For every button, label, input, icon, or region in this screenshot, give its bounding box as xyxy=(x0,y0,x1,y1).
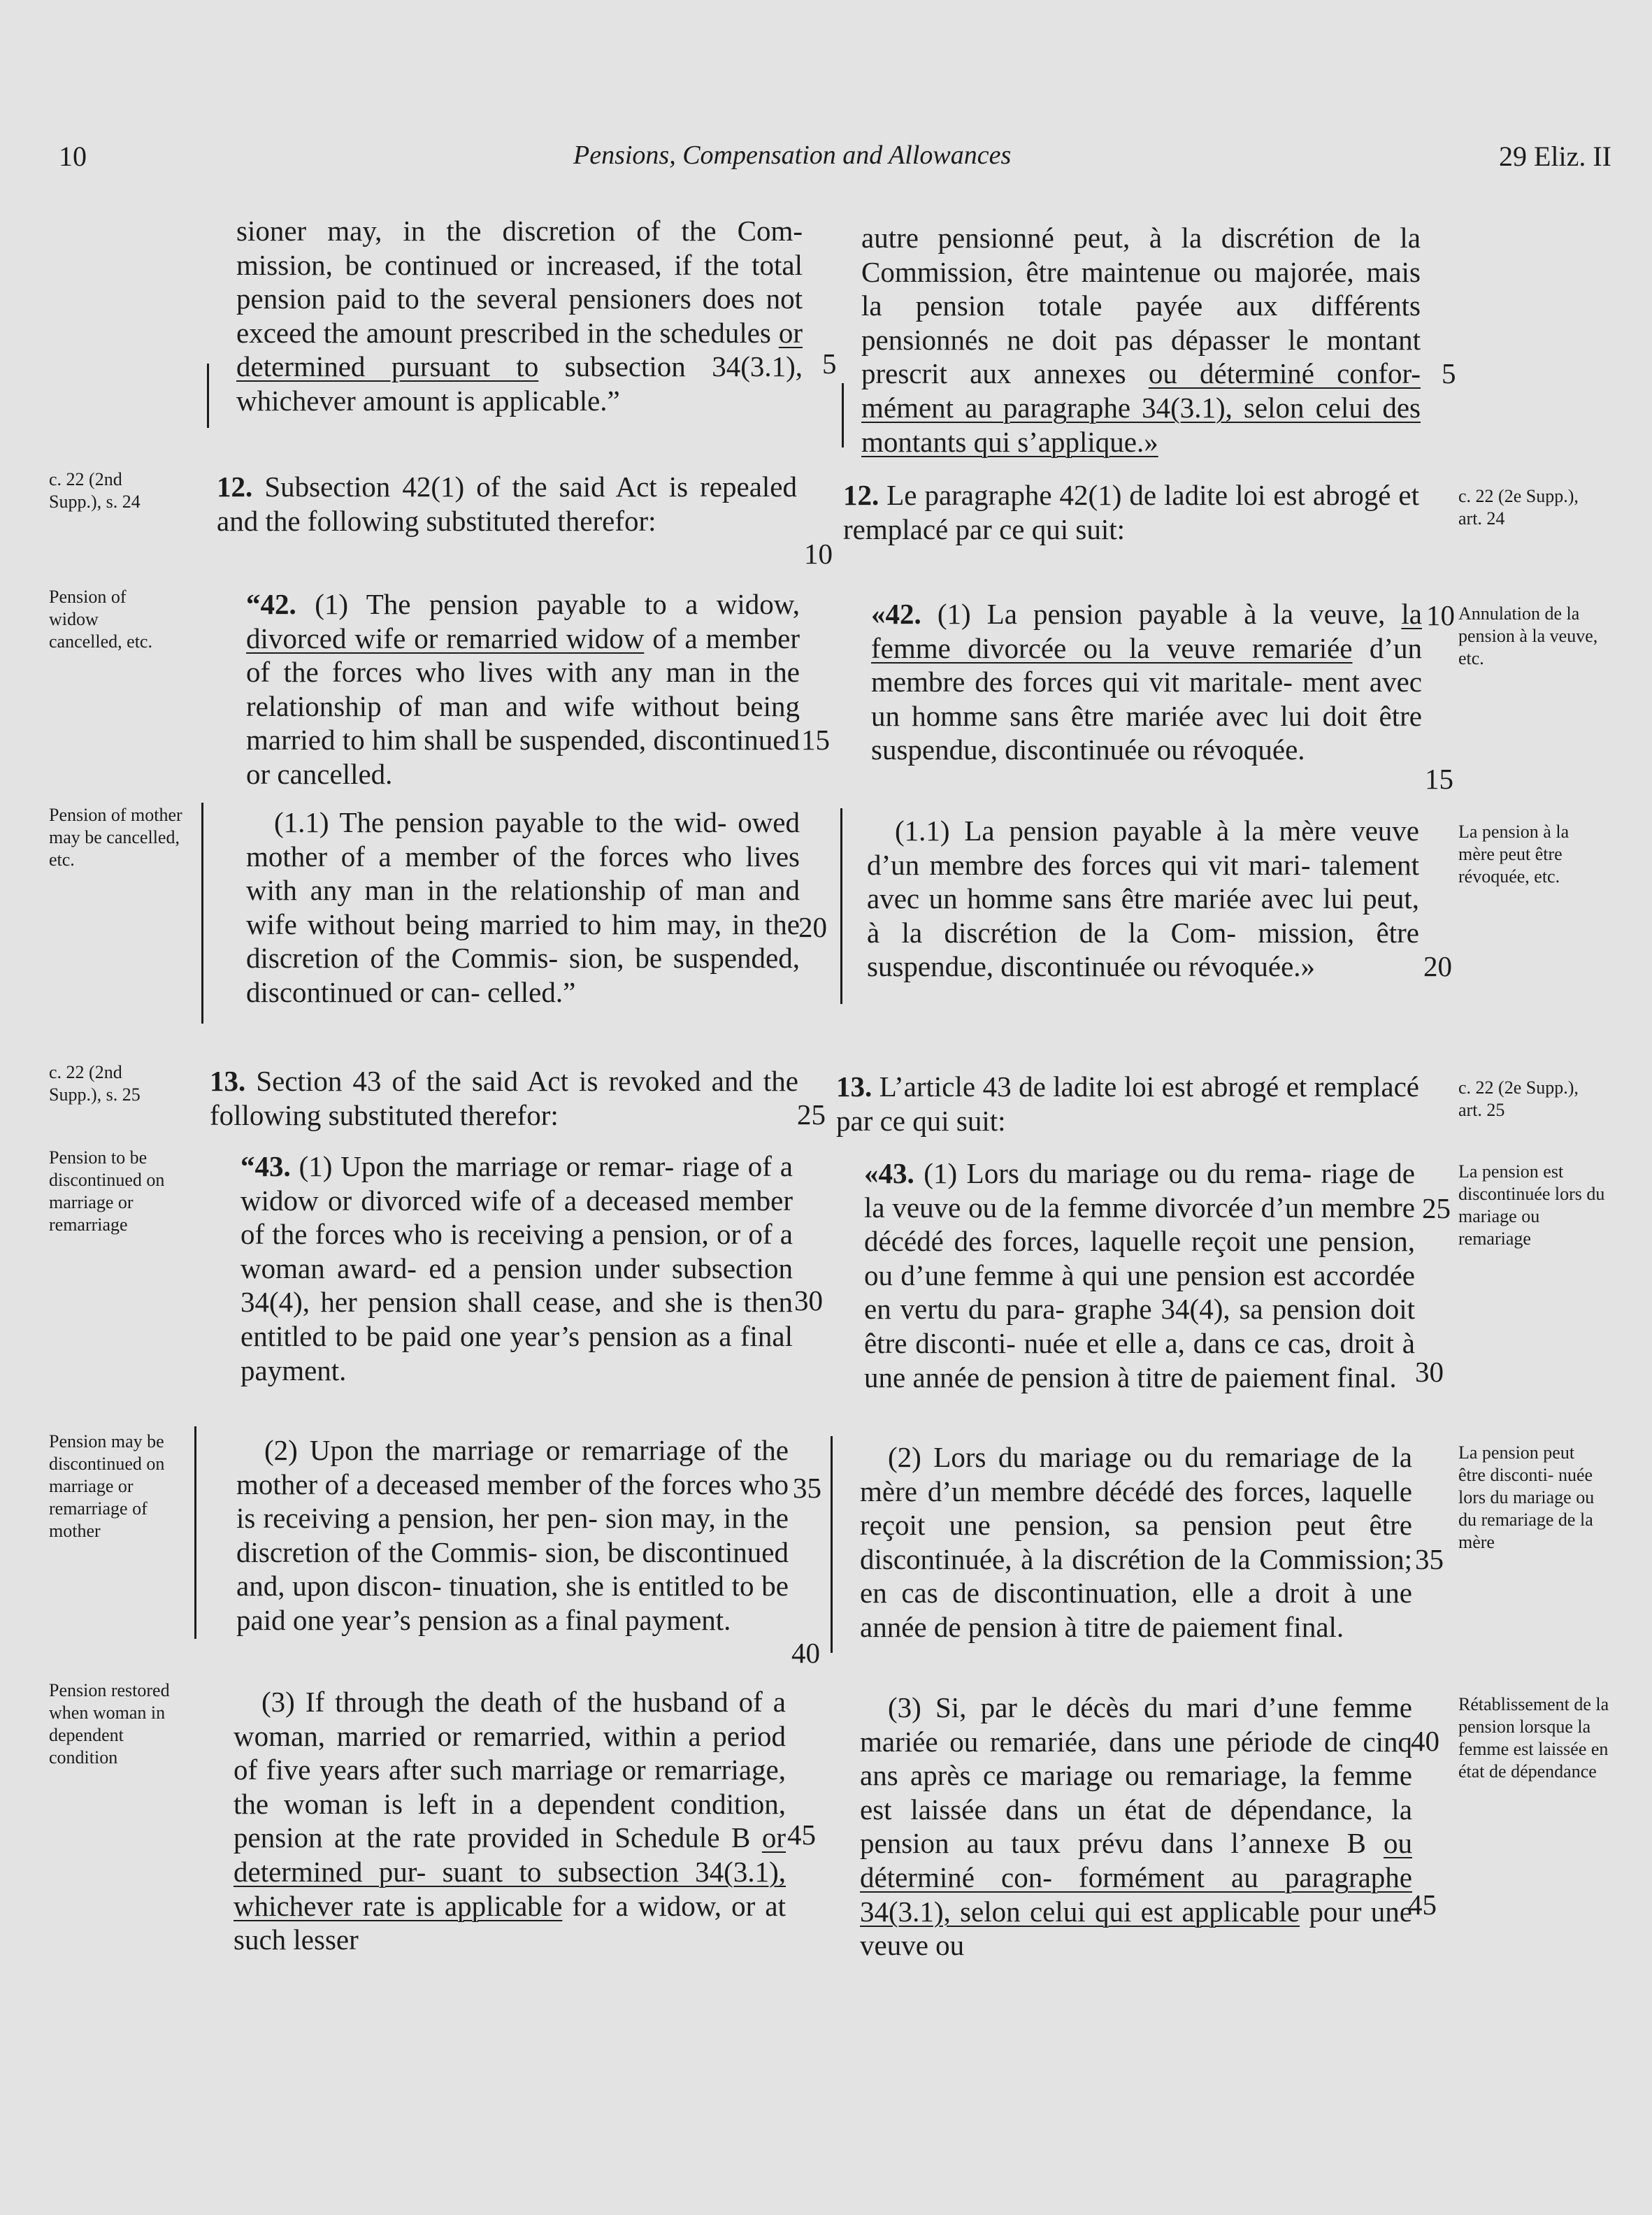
margin-note-fr: La pension à la mère peut être révoquée, etc. xyxy=(1458,822,1570,887)
fr-line-number: 5 xyxy=(1442,357,1456,389)
en-line-number: 35 xyxy=(793,1472,821,1504)
margin-note-en: Pension may be discontinued on marriage or remarriage of mother xyxy=(49,1431,165,1541)
revision-bar xyxy=(840,808,842,1004)
fr-line-number: 45 xyxy=(1408,1888,1437,1921)
en-subsection-42-1-1: (1.1) The pension payable to the wid- owed mother of a member of the forces who lives with any man in the relationship of man and wife without being married to him may, in the discretion of the Commis- sion, be suspended, discontinued or can- celled.” xyxy=(246,806,800,1008)
fr-subsection-42-1: «42. (1) La pension payable à la veuve, la femme divorcée ou la veuve remariée d’un membre des forces qui vit maritale- ment avec un homme sans être mariée avec lui doit être suspendue, discontinuée ou révoquée. xyxy=(871,598,1422,766)
revision-bar xyxy=(831,1436,833,1653)
en-amendment-underline: divorced wife or remarried widow xyxy=(246,622,645,654)
fr-subsection-43-1: «43. (1) Lors du mariage ou du rema- riage de la veuve ou de la femme divorcée d’un membre décédé des forces, laquelle reçoit une pension, ou d’une femme à qui une pension est accordée en vertu du para- graphe 34(4), sa pension doit être disconti- nuée et elle a, dans ce cas, droit à une année de pension à titre de paiement final. xyxy=(864,1157,1415,1393)
fr-line-number: 15 xyxy=(1425,763,1453,795)
section-number: 12. xyxy=(217,471,253,503)
margin-note-en: c. 22 (2nd Supp.), s. 25 xyxy=(49,1062,141,1105)
fr-line-number: 20 xyxy=(1423,950,1452,982)
en-line-number: 15 xyxy=(801,724,830,756)
margin-note-fr: c. 22 (2e Supp.), art. 25 xyxy=(1458,1077,1579,1120)
margin-note-en: Pension to be discontinued on marriage or remarriage xyxy=(49,1147,165,1235)
en-subsection-43-3: (3) If through the death of the husband of a woman, married or remarried, within a period of five years after such marriage or remarriage, the woman is left in a dependent condition, pension at the rate provided in Schedule B or determined pur- suant to subsection 34(3.1), whichever rate is applicable for a widow, or at such lesser xyxy=(234,1686,786,1956)
margin-note-en: Pension restored when woman in dependent condition xyxy=(49,1680,170,1768)
margin-note-en: Pension of mother may be cancelled, etc. xyxy=(49,805,182,870)
en-subsection-42-1: “42. (1) The pension payable to a widow, divorced wife or remarried widow of a member of the forces who lives with any man in the relationship of man and wife without being married to him shall be suspended, discontinued or cancelled. xyxy=(246,588,800,790)
en-line-number: 45 xyxy=(787,1819,816,1851)
en-subsection-43-1: “43. (1) Upon the marriage or remar- riage of a widow or divorced wife of a deceased member of the forces who is receiving a pension, or of a woman award- ed a pension under subsection 34(4), her pension shall cease, and she is then entitled to be paid one year’s pension as a final payment. xyxy=(240,1150,793,1386)
fr-section-12: 12. Le paragraphe 42(1) de ladite loi est abrogé et remplacé par ce qui suit: xyxy=(843,479,1419,545)
fr-subsection-42-1-1: (1.1) La pension payable à la mère veuve d’un membre des forces qui vit mari- talement avec un homme sans être mariée avec lui peut, à la discrétion de la Com- mission, être suspendue, discontinuée ou révoquée.» xyxy=(867,815,1419,983)
en-amendment-underline: or determined pur- suant to subsection 34(3.1), whichever rate is applicable xyxy=(234,1821,786,1922)
en-line-number: 10 xyxy=(804,538,833,570)
section-number: 13. xyxy=(836,1070,872,1103)
fr-subsection-43-2: (2) Lors du mariage ou du remariage de la mère d’un membre décédé des forces, laquelle reçoit une pension, sa pension peut être discontinuée, à la discrétion de la Commission; en cas de discontinuation, elle a droit à une année de pension à titre de paiement final. xyxy=(860,1441,1412,1643)
en-amendment-underline: or determined pursuant to xyxy=(236,316,803,383)
fr-section-13: 13. L’article 43 de ladite loi est abrogé et remplacé par ce qui suit: xyxy=(836,1070,1419,1137)
en-line-number: 25 xyxy=(797,1098,826,1131)
fr-line-number: 30 xyxy=(1415,1356,1444,1388)
fr-subsection-43-3: (3) Si, par le décès du mari d’une femme mariée ou remariée, dans une période de cinq ans après ce mariage ou remariage, la femme est laissée dans un état de dépendance, la pension au taux prévu dans l’annexe B ou déterminé con- formément au paragraphe 34(3.1), selon celui qui est applicable pour une veuve ou xyxy=(860,1691,1412,1962)
revision-bar xyxy=(207,364,209,428)
section-number: “43. xyxy=(240,1150,291,1182)
en-line-number: 5 xyxy=(822,347,837,380)
fr-amendment-underline: ou déterminé confor- mément au paragraphe 34(3.1), selon celui des montants qui s’applique.» xyxy=(861,357,1421,458)
fr-line-number: 10 xyxy=(1426,599,1455,631)
section-number: “42. xyxy=(246,588,296,620)
margin-note-en: c. 22 (2nd Supp.), s. 24 xyxy=(49,469,141,512)
en-subsection-43-2: (2) Upon the marriage or remarriage of the mother of a deceased member of the forces who is receiving a pension, her pen- sion may, in the discretion of the Commis- sion, be discontinued and, upon discon- tinuation, she is entitled to be paid one year’s pension as a final payment. xyxy=(236,1434,789,1636)
margin-note-fr: La pension peut être disconti- nuée lors du mariage ou du remariage de la mère xyxy=(1458,1442,1595,1552)
section-number: 13. xyxy=(210,1065,246,1097)
fr-paragraph-continued: autre pensionné peut, à la discrétion de la Commission, être maintenue ou majorée, mais la pension totale payée aux différents pensionnés ne doit pas dépasser le montant prescrit aux annexes ou déterminé confor- mément au paragraphe 34(3.1), selon celui des montants qui s’applique.» xyxy=(861,222,1421,458)
section-number: «43. xyxy=(864,1157,914,1189)
en-section-13: 13. Section 43 of the said Act is revoked and the following substituted therefor: xyxy=(210,1065,798,1131)
en-line-number: 30 xyxy=(794,1284,823,1317)
fr-amendment-underline: la femme divorcée ou la veuve remariée xyxy=(871,598,1422,664)
running-title: Pensions, Compensation and Allowances xyxy=(573,141,1012,170)
fr-line-number: 25 xyxy=(1422,1192,1451,1224)
margin-note-fr: Annulation de la pension à la veuve, etc. xyxy=(1458,603,1598,668)
en-section-12: 12. Subsection 42(1) of the said Act is repealed and the following substituted therefor: xyxy=(217,471,797,537)
fr-amendment-underline: ou déterminé con- formément au paragraphe 34(3.1), selon celui qui est applicable xyxy=(860,1827,1412,1928)
revision-bar xyxy=(842,383,844,447)
margin-note-fr: La pension est discontinuée lors du mariage ou remariage xyxy=(1458,1161,1605,1249)
section-number: 12. xyxy=(843,479,879,511)
en-line-number: 40 xyxy=(791,1637,820,1669)
fr-line-number: 40 xyxy=(1411,1725,1439,1757)
margin-note-en: Pension of widow cancelled, etc. xyxy=(49,587,152,652)
en-line-number: 20 xyxy=(798,911,827,943)
section-number: «42. xyxy=(871,598,921,630)
margin-note-fr: Rétablissement de la pension lorsque la femme est laissée en état de dépendance xyxy=(1458,1694,1609,1782)
revision-bar xyxy=(201,803,203,1024)
margin-note-fr: c. 22 (2e Supp.), art. 24 xyxy=(1458,486,1579,529)
page-number: 10 xyxy=(59,141,87,172)
fr-line-number: 35 xyxy=(1415,1543,1444,1575)
en-paragraph-continued: sioner may, in the discretion of the Com- mission, be continued or increased, if the total pension paid to the several pensioners does not exceed the amount prescribed in the schedules or determined pursuant to subsection 34(3.1), whichever amount is applicable.” xyxy=(236,215,803,417)
regnal-year: 29 Eliz. II xyxy=(1498,141,1611,172)
